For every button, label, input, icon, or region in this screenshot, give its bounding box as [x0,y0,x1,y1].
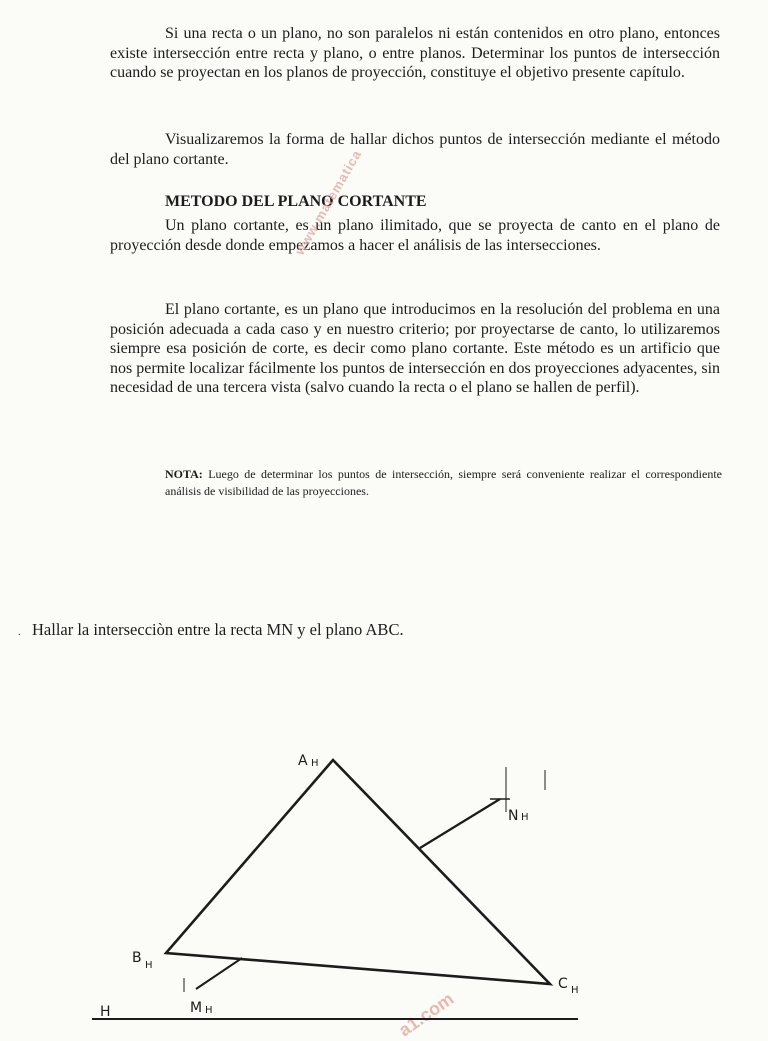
paragraph-explanation: El plano cortante, es un plano que introducimos en la resolución del problema en una posición adecuada a cada caso y en nuestro criterio; por proyectarse de canto, lo utilizaremos siempre esa posición de corte, es decir como plano cortante. Este método es un artificio que nos permite localizar fácilmente los puntos de intersección en dos proyecciones adyacentes, sin necesidad de una tercera vista (salvo cuando la recta o el plano se hallen de perfil). [110,301,721,396]
paragraph-intro: Si una recta o un plano, no son paralelos ni están contenidos en otro plano, entonces existe intersección entre recta y plano, o entre planos. Determinar los puntos de intersección cuando se proyectan en los planos de proyección, constituye el objetivo presente capítulo. [110,25,720,81]
note-label: NOTA: [165,467,203,481]
svg-text:H: H [311,758,319,769]
line-mn-upper [420,799,500,848]
svg-text:H: H [521,812,529,823]
paragraph-definition: Un plano cortante, es un plano ilimitado, que se proyecta de canto en el plano de proyección desde donde empezamos a hacer el análisis de las intersecciones. [110,217,720,254]
svg-text:H: H [205,1005,213,1016]
label-n-h [508,808,529,824]
paragraph-method-intro: Visualizaremos la forma de hallar dichos puntos de intersección mediante el método del plano cortante. [110,131,720,168]
line-mn-lower [196,958,242,989]
svg-text:A: A [298,753,308,769]
triangle-abc [166,760,550,984]
watermark-text-bottom: a1.com [395,988,458,1041]
svg-text:C: C [558,976,568,992]
problem-statement: Hallar la intersecciòn entre la recta MN y el plano ABC. [32,620,404,639]
svg-text:H: H [145,960,153,971]
problem-dot: . [18,627,21,638]
label-b-h [132,950,153,971]
label-h-reference: H [100,1004,111,1020]
svg-text:M: M [190,1000,203,1016]
label-a-h [298,753,319,769]
label-c-h [558,976,579,996]
svg-text:N: N [508,808,519,824]
watermark-text: www.matematica [292,146,365,258]
svg-text:H: H [571,985,579,996]
label-m-h [190,1000,213,1016]
note-body: Luego de determinar los puntos de intersección, siempre será conveniente realizar el correspondiente análisis de visibilidad de las proyecciones. [165,467,722,498]
svg-text:B: B [132,950,142,966]
section-heading: METODO DEL PLANO CORTANTE [165,193,427,210]
